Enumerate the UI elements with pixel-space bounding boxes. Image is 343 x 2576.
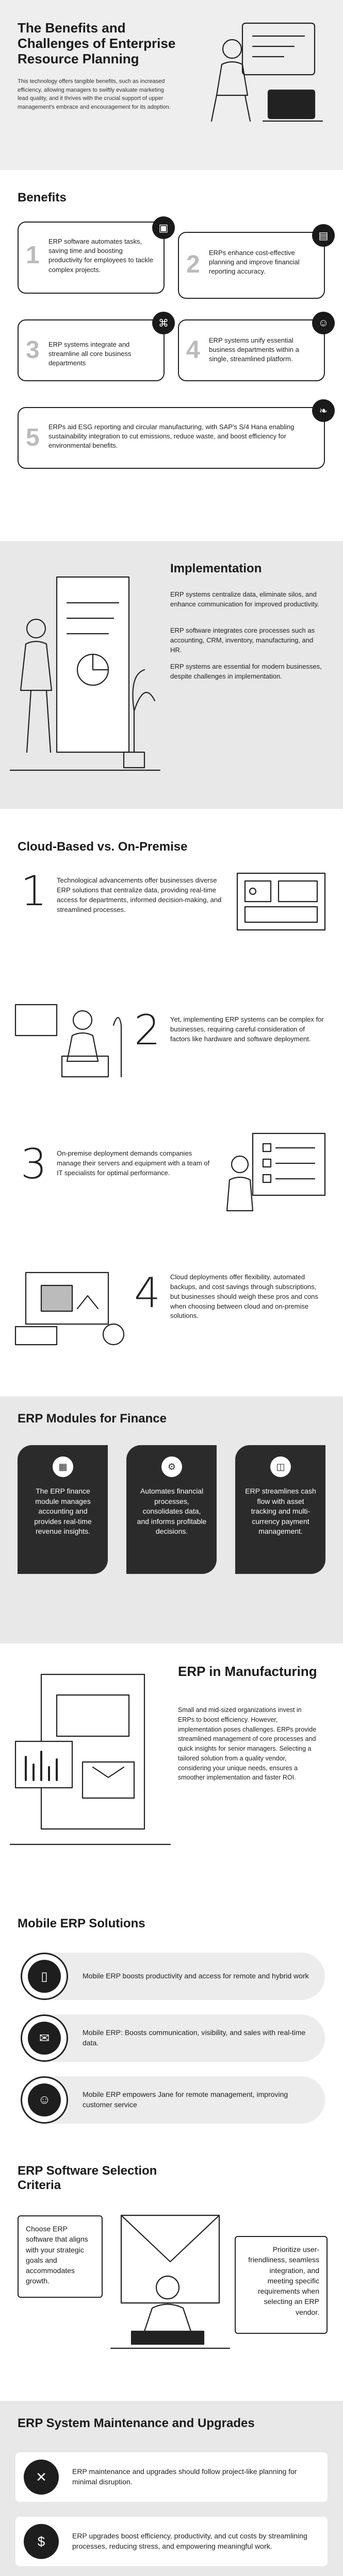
- selection-criteria-left: Choose ERP software that aligns with your strategic goals and accommodates growth.: [18, 2215, 103, 2298]
- user-icon: ☺: [28, 2083, 61, 2116]
- cloud-text: On-premise deployment demands companies manage their servers and equipment with a team of IT specialists for optimal performance.: [57, 1149, 210, 1177]
- dollar-monitor-icon: $: [24, 2524, 59, 2559]
- benefit-text: ERP systems integrate and streamline all core business departments: [48, 341, 132, 367]
- cloud-illustration-4: [10, 1262, 129, 1352]
- finance-card-1: [18, 1445, 108, 1574]
- manufacturing-illustration: [10, 1664, 170, 1862]
- network-icon: ⌘: [152, 312, 175, 334]
- implementation-heading: Implementation: [170, 562, 262, 575]
- finance-card-3: [235, 1445, 325, 1574]
- hero-section: [0, 0, 343, 170]
- maintenance-item-text: ERP upgrades boost efficiency, productivity, and cut costs by streamlining processes, reducing stress, and empowering meaningful work.: [72, 2532, 307, 2550]
- finance-card-2: [126, 1445, 217, 1574]
- hero-description: This technology offers tangible benefits, such as increased efficiency, allowing managers to swiftly evaluate marketing lead quality, and it thrives with the crucial support of upper management's embrace and encouragement for its adoption.: [18, 78, 171, 110]
- maintenance-section: [0, 2401, 343, 2576]
- mobile-section: [0, 1911, 343, 2159]
- maintenance-item-text: ERP maintenance and upgrades should follow project-like planning for minimal disruption.: [72, 2467, 297, 2486]
- cloud-number: 4: [134, 1269, 160, 1317]
- leaf-icon: ❧: [312, 399, 335, 422]
- selection-heading: ERP Software Selection Criteria: [18, 2164, 157, 2192]
- benefit-card-4: [178, 319, 325, 381]
- manufacturing-heading: ERP in Manufacturing: [178, 1664, 317, 1679]
- benefit-card-1: [18, 222, 165, 294]
- cloud-illustration-1: [232, 868, 330, 943]
- finance-card-text: The ERP finance module manages accounting and provides real-time revenue insights.: [34, 1487, 92, 1536]
- maintenance-item-2: [15, 2517, 328, 2566]
- maintenance-item-1: [15, 2452, 328, 2502]
- benefit-number: 3: [26, 336, 40, 364]
- cloud-text: Technological advancements offer businesses diverse ERP solutions that centralize data, providing real-time access for departments, informed decision-making, and streamlined processes.: [57, 876, 222, 913]
- mobile-item-3: [21, 2076, 325, 2124]
- finance-heading: ERP Modules for Finance: [18, 1412, 167, 1426]
- erp-monitor-icon: ▣: [152, 216, 175, 239]
- chart-icon: ▤: [312, 224, 335, 247]
- cloud-number: 3: [21, 1140, 47, 1188]
- implementation-paragraph-1: ERP systems centralize data, eliminate silos, and enhance communication for improved productivity.: [170, 590, 319, 608]
- page-title: The Benefits and Challenges of Enterprise Resource Planning: [18, 20, 176, 66]
- people-icon: ☺: [312, 312, 335, 334]
- mobile-item-2: [21, 2014, 325, 2062]
- benefit-number: 1: [26, 242, 40, 269]
- gear-icon: ⚙: [161, 1456, 182, 1477]
- mobile-item-text: Mobile ERP boosts productivity and access for remote and hybrid work: [83, 1972, 309, 1980]
- cloud-text: Cloud deployments offer flexibility, automated backups, and cost savings through subscriptions, but businesses should weigh these pros and cons when choosing between cloud and on-premise solutions.: [170, 1273, 318, 1320]
- calculator-icon: ▦: [53, 1456, 73, 1477]
- mobile-item-text: Mobile ERP: Boosts communication, visibility, and sales with real-time data.: [83, 2028, 306, 2047]
- benefit-card-3: [18, 319, 165, 381]
- benefit-text: ERPs aid ESG reporting and circular manufacturing, with SAP's S/4 Hana enabling sustainability integration to cut emissions, reduce waste, and boost efficiency for environmental benefits.: [48, 423, 295, 450]
- manufacturing-text: Small and mid-sized organizations invest in ERPs to boost efficiency. However, implementation poses challenges. ERPs provide streamlined management of core processes and quick insights for senior managers. Selecting a tailored solution from a quality vendor, considering your unique needs, ensures a smoother implementation and faster ROI.: [178, 1706, 317, 1782]
- benefit-card-2: [178, 232, 325, 299]
- implementation-illustration: [10, 556, 160, 786]
- phone-icon: ▯: [28, 1960, 61, 1993]
- benefit-number: 2: [186, 251, 200, 278]
- benefit-text: ERPs enhance cost-effective planning and improve financial reporting accuracy.: [209, 249, 300, 276]
- benefit-text: ERP software automates tasks, saving time and boosting productivity for employees to tackle complex projects.: [48, 238, 154, 274]
- selection-illustration: [111, 2210, 230, 2357]
- selection-criteria-right: Prioritize user-friendliness, seamless integration, and meeting specific requirements when selecting an ERP vendor.: [235, 2236, 328, 2334]
- benefits-heading: Benefits: [18, 191, 67, 205]
- maintenance-heading: ERP System Maintenance and Upgrades: [18, 2416, 255, 2430]
- benefit-number: 4: [186, 336, 200, 364]
- benefits-section: [0, 170, 343, 541]
- implementation-paragraph-2: ERP software integrates core processes such as accounting, CRM, inventory, manufacturing, and HR.: [170, 626, 315, 654]
- mobile-heading: Mobile ERP Solutions: [18, 1917, 145, 1930]
- finance-card-text: ERP streamlines cash flow with asset tracking and multi-currency payment management.: [245, 1487, 316, 1536]
- wallet-icon: ◫: [270, 1456, 291, 1477]
- cloud-text: Yet, implementing ERP systems can be complex for businesses, requiring careful consideration of factors like hardware and software deployment.: [170, 1015, 324, 1043]
- hero-illustration: [201, 13, 330, 131]
- selection-section: [0, 2159, 343, 2401]
- cloud-illustration-2: [10, 994, 124, 1084]
- cloud-heading: Cloud-Based vs. On-Premise: [18, 840, 188, 854]
- benefit-card-5: [18, 407, 325, 469]
- cloud-number: 1: [21, 867, 47, 915]
- implementation-section: [0, 541, 343, 840]
- finance-section: [0, 1396, 343, 1643]
- benefit-number: 5: [26, 424, 40, 451]
- mobile-item-text: Mobile ERP empowers Jane for remote management, improving customer service: [83, 2090, 288, 2109]
- finance-card-text: Automates financial processes, consolidates data, and informs profitable decisions.: [137, 1487, 207, 1536]
- tools-icon: ✕: [24, 2460, 59, 2495]
- cloud-number: 2: [134, 1006, 160, 1054]
- chat-icon: ✉: [28, 2022, 61, 2055]
- cloud-section: [0, 840, 343, 1396]
- implementation-paragraph-3: ERP systems are essential for modern businesses, despite challenges in implementation.: [170, 663, 322, 680]
- cloud-illustration-3: [222, 1128, 330, 1218]
- benefit-text: ERP systems unify essential business departments within a single, streamlined platform.: [209, 336, 299, 363]
- manufacturing-section: [0, 1643, 343, 1911]
- mobile-item-1: [21, 1953, 325, 2000]
